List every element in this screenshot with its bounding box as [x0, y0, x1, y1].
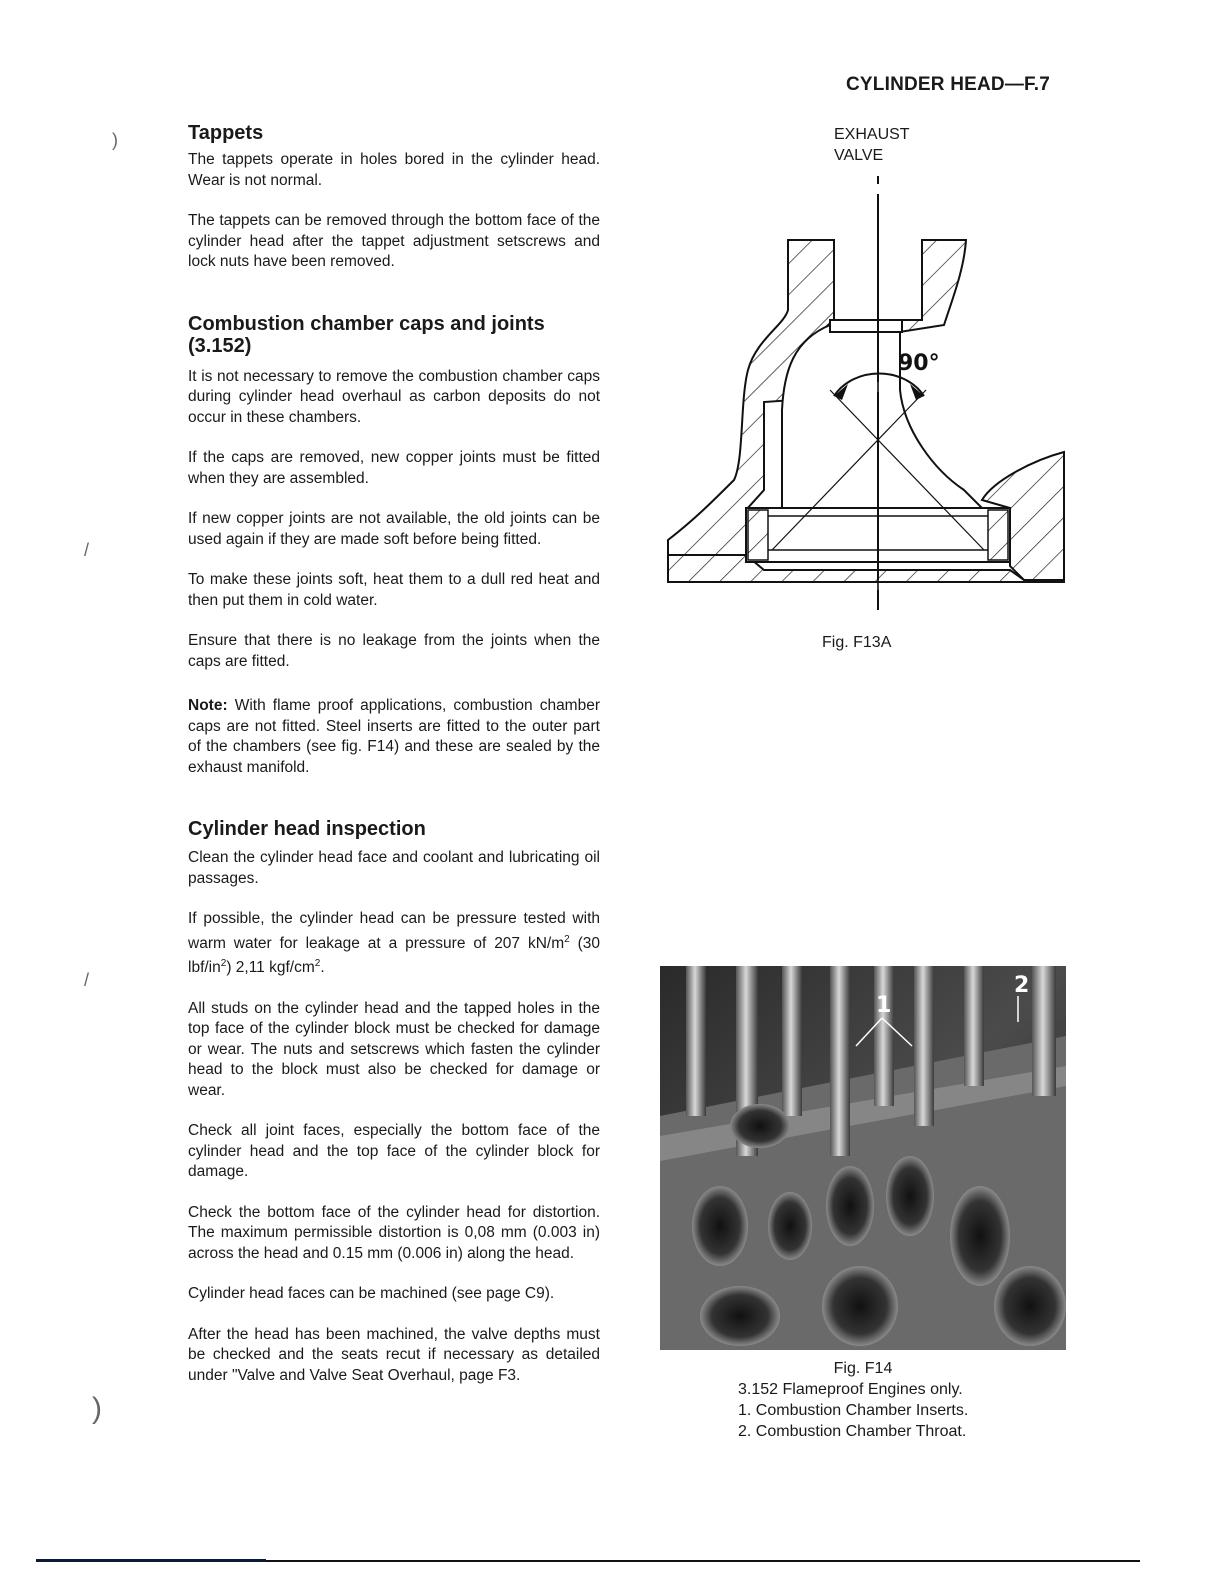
page-header: CYLINDER HEAD—F.7 — [846, 74, 1050, 95]
inspection-paragraph-3: All studs on the cylinder head and the tapped holes in the top face of the cylinder block must be checked for damage or wear. The nuts and setscrews which fasten the cylinder head to the block must also be checked for damage or wear. — [188, 999, 600, 1099]
fig14-caption: Fig. F14 — [833, 1360, 893, 1377]
exhaust-port — [782, 325, 982, 508]
scan-mark: ) — [92, 1392, 102, 1425]
fig14-photo — [660, 966, 1066, 1350]
footer-rule — [36, 1560, 1140, 1562]
fig14-caption-line-3: 2. Combustion Chamber Throat. — [738, 1423, 967, 1440]
combustion-heading: Combustion chamber caps and joints (3.152) — [188, 312, 545, 357]
angle-label: 90° — [898, 351, 940, 376]
note-text: With flame proof applications, combustion chamber caps are not fitted. Steel inserts are fitted to the outer part of the chambers (see fig. F14) and these are sealed by the exhaust manifold. — [188, 697, 600, 776]
note-label: Note: — [188, 697, 228, 714]
tappets-paragraph-2: The tappets can be removed through the bottom face of the cylinder head after the tappet adjustment setscrews and lock nuts have been removed. — [188, 212, 600, 270]
left-column — [188, 122, 600, 1386]
combustion-note — [188, 696, 600, 778]
inspection-paragraph-5: Check the bottom face of the cylinder head for distortion. The maximum permissible distortion is 0,08 mm (0.003 in) across the head and 0.15 mm (0.006 in) along the head. — [188, 1203, 600, 1262]
combustion-paragraph-5: Ensure that there is no leakage from the joints when the caps are fitted. — [188, 632, 600, 670]
fig13-diagram — [664, 170, 1068, 620]
inspection-paragraph-1: Clean the cylinder head face and coolant and lubricating oil passages. — [188, 849, 600, 887]
combustion-paragraph-1: It is not necessary to remove the combustion chamber caps during cylinder head overhaul as carbon deposits do not occur in these chambers. — [188, 367, 600, 426]
fig14-caption-block — [738, 1358, 988, 1442]
tappets-heading: Tappets — [188, 122, 264, 144]
combustion-paragraph-3: If new copper joints are not available, the old joints can be used again if they are made soft before being fitted. — [188, 510, 600, 548]
fig14-caption-line-1: 3.152 Flameproof Engines only. — [738, 1381, 963, 1398]
inspection-paragraph-2: If possible, the cylinder head can be pressure tested with warm water for leakage at a pressure of 207 $kN/m^2$ (30 lbf/$in^2$) 2,11 kgf/$cm^2$. — [188, 910, 600, 977]
inspection-paragraph-4: Check all joint faces, especially the bottom face of the cylinder head and the top face of the cylinder block for damage. — [188, 1122, 600, 1181]
fig13-label: EXHAUST VALVE — [834, 126, 910, 164]
scan-mark: / — [84, 540, 90, 560]
inspection-paragraph-7: After the head has been machined, the valve depths must be checked and the seats recut if necessary as detailed under "Valve and Valve Seat Overhaul, page F3. — [188, 1325, 600, 1384]
inspection-heading: Cylinder head inspection — [188, 818, 426, 840]
fig14-caption-line-2: 1. Combustion Chamber Inserts. — [738, 1402, 969, 1419]
callout-1: 1 — [876, 993, 892, 1018]
combustion-paragraph-4: To make these joints soft, heat them to a dull red heat and then put them in cold water. — [188, 571, 600, 609]
scan-mark: / — [84, 970, 90, 990]
tappets-paragraph-1: The tappets operate in holes bored in the cylinder head. Wear is not normal. — [188, 151, 600, 189]
callout-2: 2 — [1014, 973, 1030, 998]
scan-mark: ) — [112, 130, 118, 150]
fig13-caption: Fig. F13A — [822, 634, 892, 651]
valve-cap — [830, 320, 902, 332]
inspection-paragraph-6: Cylinder head faces can be machined (see page C9). — [188, 1285, 555, 1303]
combustion-paragraph-2: If the caps are removed, new copper joints must be fitted when they are assembled. — [188, 449, 600, 487]
